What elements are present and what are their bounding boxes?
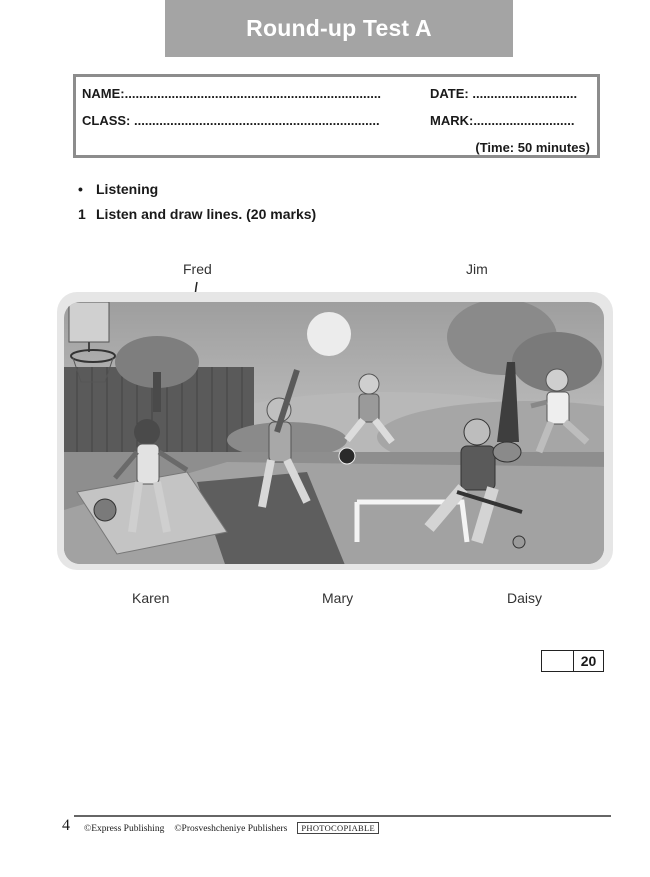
time-limit: (Time: 50 minutes): [475, 140, 590, 155]
basketball-backboard: [69, 302, 109, 342]
name-label-jim: Jim: [466, 261, 488, 277]
name-label-daisy: Daisy: [507, 590, 543, 606]
footer-divider: [74, 815, 611, 817]
section-label: Listening: [96, 181, 159, 197]
task-instruction: [78, 206, 316, 222]
page-number: 4: [62, 817, 70, 834]
section-heading: [78, 181, 158, 197]
name-label-mary: Mary: [322, 590, 354, 606]
date-field: DATE: .............................: [430, 86, 578, 101]
score-box: [541, 650, 604, 672]
score-entry-cell[interactable]: [542, 651, 574, 671]
football: [339, 448, 355, 464]
test-title-banner: [165, 0, 513, 57]
photocopiable-stamp: PHOTOCOPIABLE: [297, 822, 379, 834]
score-total: 20: [580, 653, 597, 669]
student-info-box: [73, 74, 600, 158]
sports-park-illustration: [57, 292, 613, 570]
publisher-express: ©Express Publishing: [84, 824, 165, 834]
basketball: [94, 499, 116, 521]
class-field: CLASS: ....................................................................: [82, 113, 380, 128]
bullet: •: [78, 181, 83, 197]
publisher-prosveshcheniye: ©Prosveshcheniye Publishers: [174, 824, 288, 834]
name-label-fred: Fred: [183, 261, 212, 277]
footer-credits: [84, 822, 379, 834]
name-field: NAME:.......................................................................: [82, 86, 382, 101]
test-title: Round-up Test A: [246, 15, 432, 41]
task-number: 1: [78, 206, 86, 222]
mark-field: MARK:............................: [430, 113, 575, 128]
name-label-karen: Karen: [132, 590, 170, 606]
task-text: Listen and draw lines. (20 marks): [96, 206, 317, 222]
sun: [307, 312, 351, 356]
